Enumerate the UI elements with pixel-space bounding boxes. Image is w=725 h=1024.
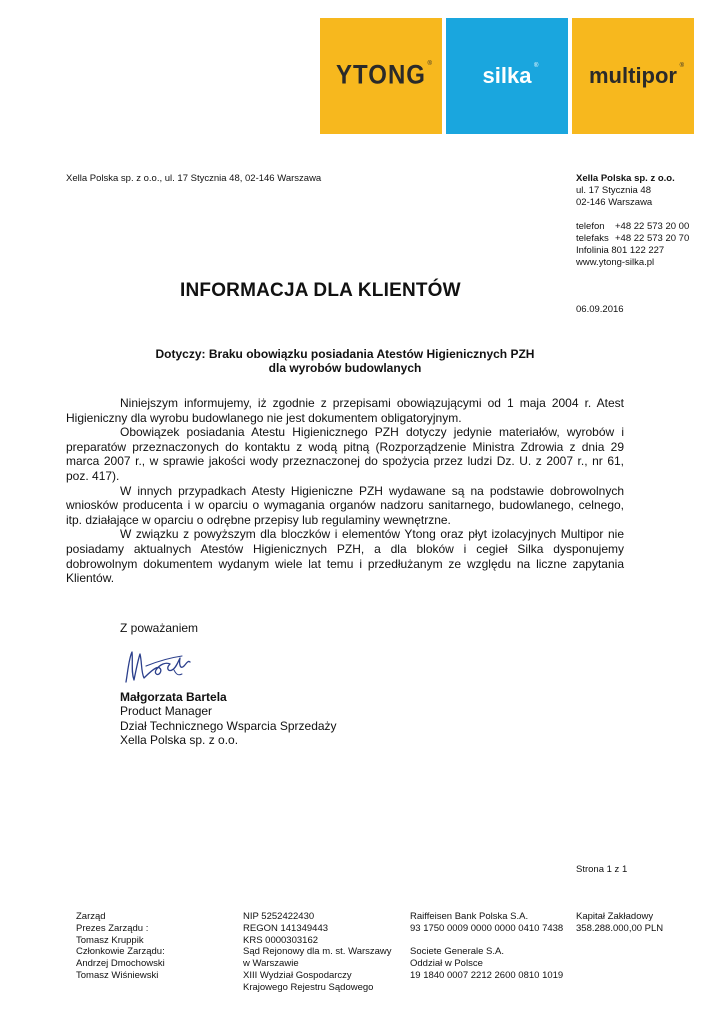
company-city: 02-146 Warszawa xyxy=(576,197,653,208)
company-info-block xyxy=(576,173,689,269)
document-title: INFORMACJA DLA KLIENTÓW xyxy=(180,280,461,301)
signer-department: Dział Technicznego Wsparcia Sprzedaży xyxy=(120,718,337,733)
infolinia: Infolinia 801 122 227 xyxy=(576,245,665,256)
signer-name: Małgorzata Bartela xyxy=(120,690,227,704)
footer-banks: Raiffeisen Bank Polska S.A. 93 1750 0009 0000 0000 0410 7438 Societe Generale S.A. Oddział w Polsce 19 1840 0007 2212 2600 0810 1019 xyxy=(410,911,564,981)
company-street: ul. 17 Stycznia 48 xyxy=(576,185,651,196)
paragraph: Obowiązek posiadania Atestu Higienicznego PZH dotyczy jedynie materiałów, wyrobów i preparatów przeznaczonych do kontaktu z wodą pitną (Rozporządzenie Ministra Zdrowia z dnia 29 marca 2007 r., w sprawie jakości wody przeznaczonej do spożycia przez ludzi Dz. U. z 2007 r., nr 61, poz. 417). xyxy=(66,425,624,483)
signer-block xyxy=(120,690,337,748)
company-name: Xella Polska sp. z o.o. xyxy=(576,173,675,184)
ytong-logo: YTONG ® xyxy=(336,60,433,91)
footer-registry: NIP 5252422430 REGON 141349443 KRS 0000303162 Sąd Rejonowy dla m. st. Warszawy w Warszawie XIII Wydział Gospodarczy Krajowego Rejestru Sądowego xyxy=(243,911,392,993)
paragraph: Niniejszym informujemy, iż zgodnie z przepisami obowiązującymi od 1 maja 2004 r. Atest Higieniczny dla wyrobu budowlanego nie jest dokumentem obligatoryjnym. xyxy=(66,396,624,425)
phone-row: telefon +48 22 573 20 00 xyxy=(576,221,690,232)
fax-row: telefaks +48 22 573 20 70 xyxy=(576,233,690,244)
page-number: Strona 1 z 1 xyxy=(576,864,628,875)
ytong-logo-tile xyxy=(320,18,442,134)
subject xyxy=(66,347,624,375)
multipor-logo-tile xyxy=(572,18,694,134)
footer-board: Zarząd Prezes Zarządu : Tomasz Kruppik Członkowie Zarządu: Andrzej Dmochowski Tomasz Wiśniewski xyxy=(76,911,165,981)
document-date: 06.09.2016 xyxy=(576,304,624,315)
multipor-logo: multipor ® xyxy=(589,63,684,88)
paragraph: W innych przypadkach Atesty Higieniczne PZH wydawane są na podstawie dobrowolnych wniosków producenta i w oparciu o wymagania organów nadzoru sanitarnego, budowlanego, celnego, itp. działające w oparciu o odrębne przepisy lub regulaminy wewnętrzne. xyxy=(66,483,624,527)
handwritten-signature xyxy=(116,640,196,690)
subject-line-2: dla wyrobów budowlanych xyxy=(268,361,422,375)
silka-logo-tile xyxy=(446,18,568,134)
sender-address: Xella Polska sp. z o.o., ul. 17 Stycznia 48, 02-146 Warszawa xyxy=(66,173,322,184)
website-link[interactable]: www.ytong-silka.pl xyxy=(576,257,655,268)
footer-capital: Kapitał Zakładowy 358.288.000,00 PLN xyxy=(576,911,664,934)
letter-body xyxy=(66,396,624,586)
paragraph: W związku z powyższym dla bloczków i elementów Ytong oraz płyt izolacyjnych Multipor nie posiadamy aktualnych Atestów Higienicznych PZH, a dla bloków i cegieł Silka dysponujemy dobrowolnym dokumentem wydanym wiele lat temu i przedłużanym ze względu na liczne zapytania Klientów. xyxy=(66,527,624,586)
signer-role: Product Manager xyxy=(120,704,213,719)
silka-logo: silka ® xyxy=(482,63,539,88)
subject-line-1: Dotyczy: Braku obowiązku posiadania Atestów Higienicznych PZH xyxy=(155,347,535,361)
closing-phrase: Z poważaniem xyxy=(120,621,199,635)
signer-company: Xella Polska sp. z o.o. xyxy=(120,733,239,748)
